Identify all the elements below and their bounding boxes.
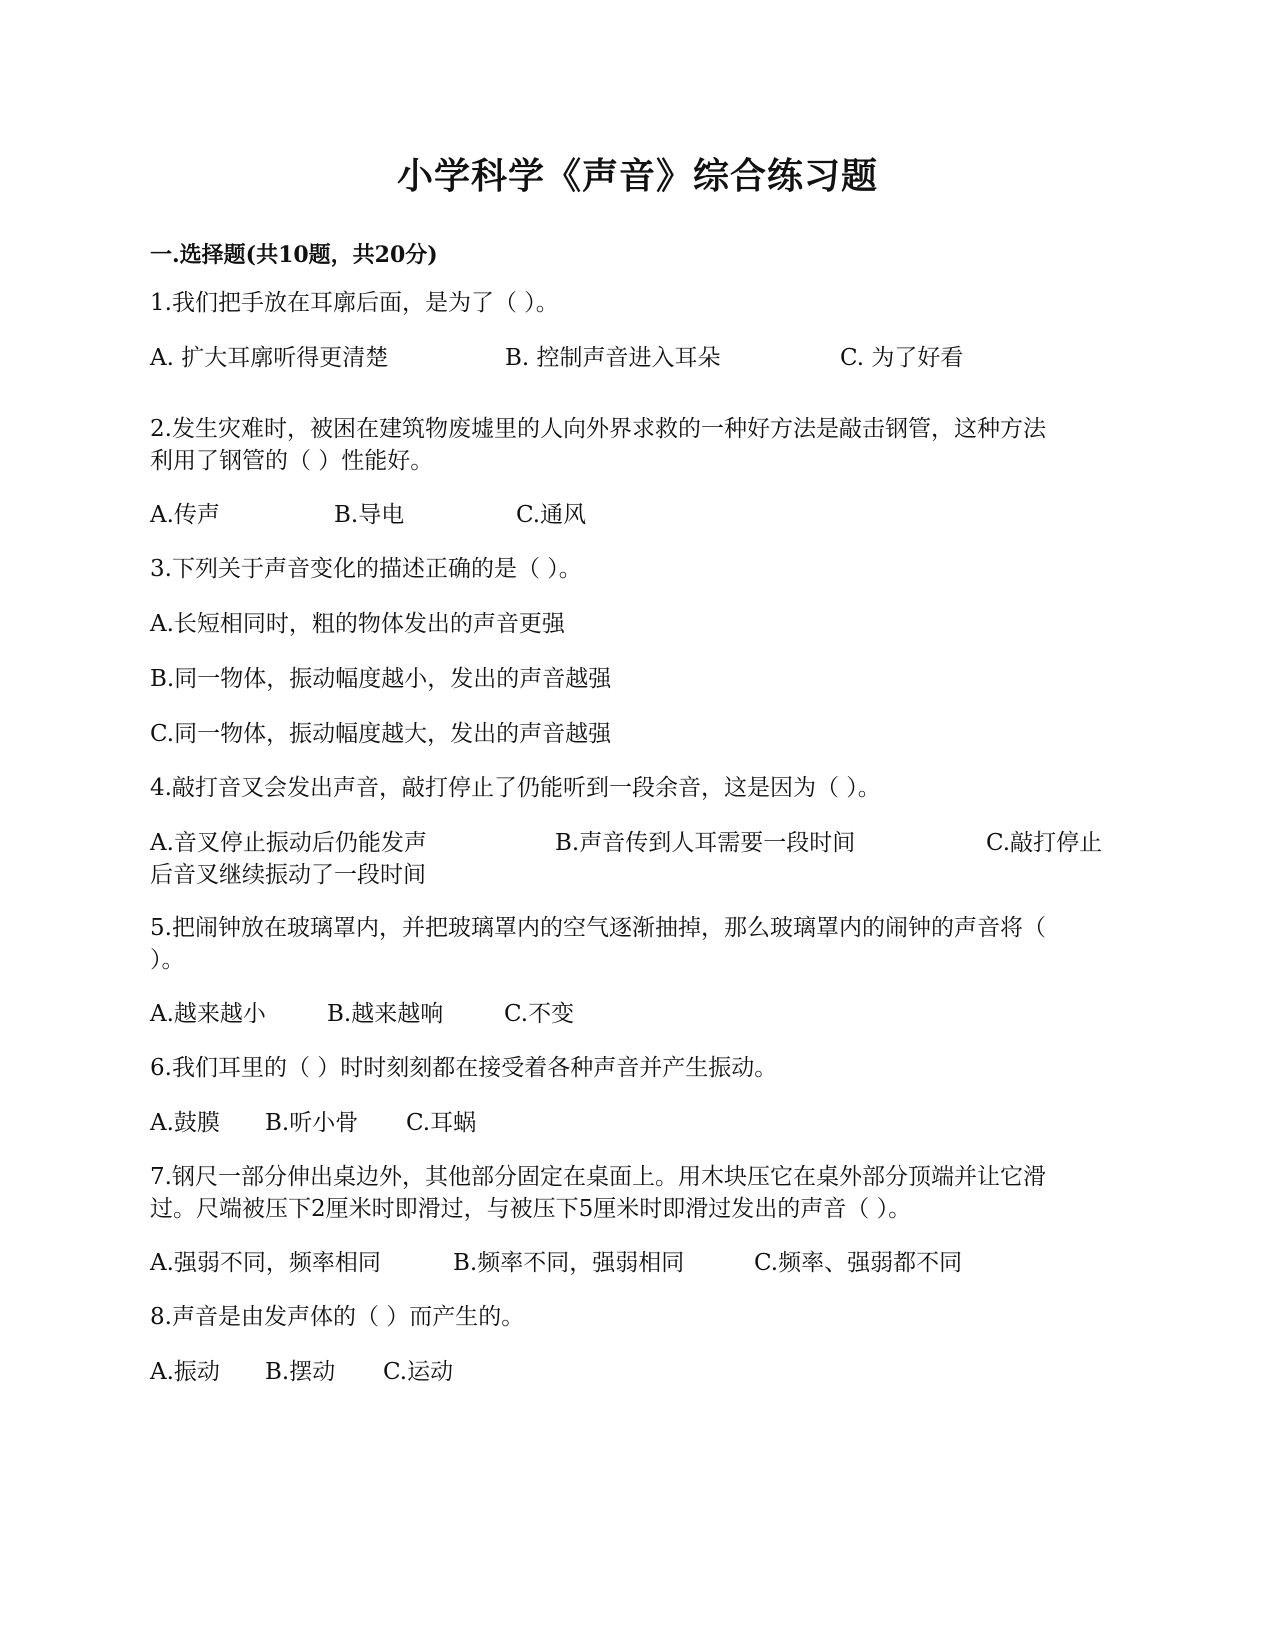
question-2-option-c: C.通风 [516, 502, 587, 528]
question-1-option-a: A. 扩大耳廓听得更清楚 [150, 345, 389, 371]
question-6-option-b: B.听小骨 [265, 1110, 359, 1136]
question-7-option-c: C.频率、强弱都不同 [754, 1250, 963, 1276]
question-5-option-b: B.越来越响 [327, 1001, 444, 1027]
question-5-stem-line-1: 5.把闹钟放在玻璃罩内，并把玻璃罩内的空气逐渐抽掉，那么玻璃罩内的闹钟的声音将（ [150, 915, 1046, 941]
question-3-option-c: C.同一物体，振动幅度越大，发出的声音越强 [150, 721, 612, 747]
question-4-stem: 4.敲打音叉会发出声音，敲打停止了仍能听到一段余音，这是因为（ ）。 [150, 775, 881, 801]
question-2-option-b: B.导电 [334, 502, 405, 528]
question-4-option-b: B.声音传到人耳需要一段时间 [555, 830, 856, 856]
question-3-option-b: B.同一物体，振动幅度越小，发出的声音越强 [150, 666, 612, 692]
question-8-option-b: B.摆动 [265, 1359, 336, 1385]
section-heading: 一.选择题(共10题，共20分) [150, 242, 438, 268]
question-6-stem: 6.我们耳里的（ ）时时刻刻都在接受着各种声音并产生振动。 [150, 1055, 778, 1081]
question-1-stem: 1.我们把手放在耳廓后面，是为了（ ）。 [150, 290, 559, 316]
question-8-stem: 8.声音是由发声体的（ ）而产生的。 [150, 1304, 525, 1330]
question-2-stem-line-2: 利用了钢管的（ ）性能好。 [150, 448, 434, 474]
question-4-option-c-continued: 后音叉继续振动了一段时间 [150, 862, 426, 888]
question-7-stem-line-1: 7.钢尺一部分伸出桌边外，其他部分固定在桌面上。用木块压它在桌外部分顶端并让它滑 [150, 1164, 1046, 1190]
question-7-option-a: A.强弱不同，频率相同 [150, 1250, 381, 1276]
question-4-option-c: C.敲打停止 [986, 830, 1103, 856]
question-1-option-b: B. 控制声音进入耳朵 [505, 345, 721, 371]
page-title: 小学科学《声音》综合练习题 [396, 155, 878, 197]
question-2-stem-line-1: 2.发生灾难时，被困在建筑物废墟里的人向外界求救的一种好方法是敲击钢管，这种方法 [150, 416, 1046, 442]
question-5-option-c: C.不变 [504, 1001, 575, 1027]
question-1-option-c: C. 为了好看 [840, 345, 964, 371]
question-8-option-a: A.振动 [150, 1359, 220, 1385]
question-8-option-c: C.运动 [383, 1359, 454, 1385]
question-2-option-a: A.传声 [150, 502, 220, 528]
question-6-option-a: A.鼓膜 [150, 1110, 220, 1136]
question-7-stem-line-2: 过。尺端被压下2厘米时即滑过，与被压下5厘米时即滑过发出的声音（ ）。 [150, 1196, 912, 1222]
question-3-stem: 3.下列关于声音变化的描述正确的是（ ）。 [150, 556, 582, 582]
question-3-option-a: A.长短相同时，粗的物体发出的声音更强 [150, 611, 565, 637]
question-5-option-a: A.越来越小 [150, 1001, 266, 1027]
question-6-option-c: C.耳蜗 [406, 1110, 477, 1136]
question-4-option-a: A.音叉停止振动后仍能发声 [150, 830, 427, 856]
question-5-stem-line-2: ）。 [150, 947, 185, 973]
question-7-option-b: B.频率不同，强弱相同 [453, 1250, 685, 1276]
